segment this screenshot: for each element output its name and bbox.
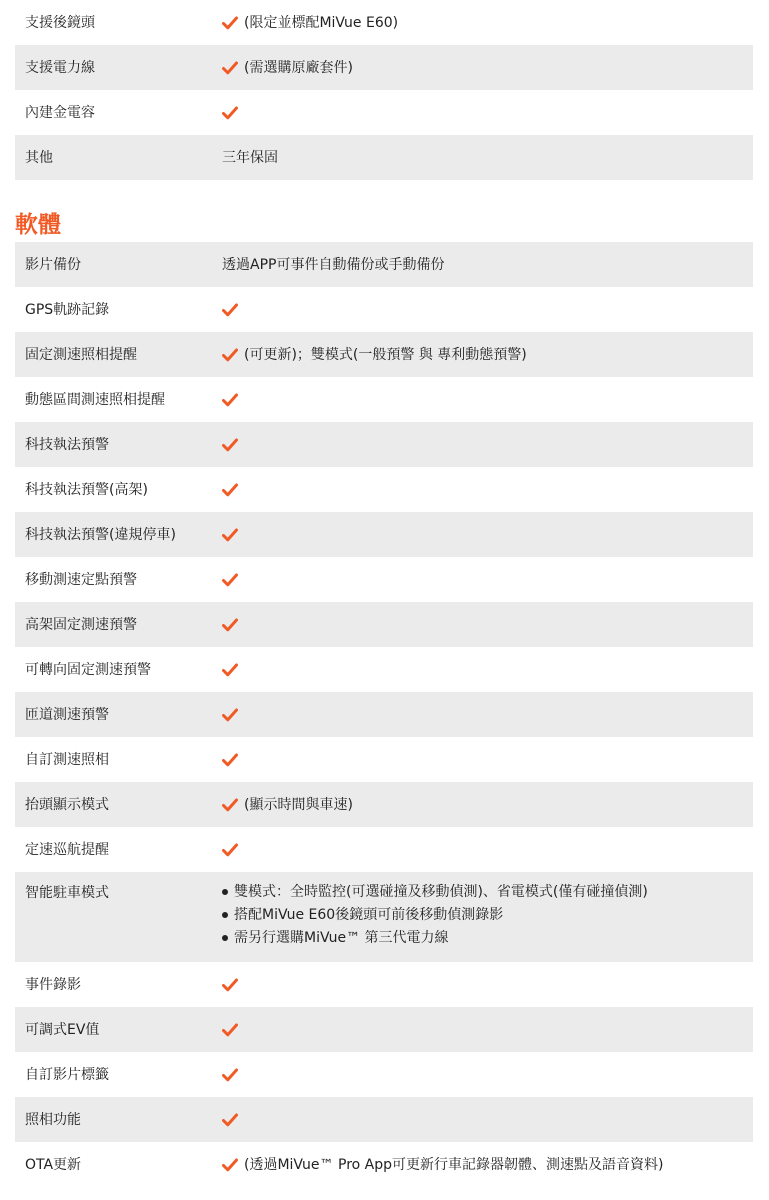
spec-row-adjustable-ev — [15, 1007, 753, 1052]
bullet-text: 雙模式：全時監控(可選碰撞及移動偵測)、省電模式(僅有碰撞偵測) — [234, 883, 648, 900]
spec-label: 可調式EV值 — [25, 1021, 100, 1038]
spec-value — [212, 483, 753, 497]
checkmark-icon — [222, 1113, 238, 1127]
spec-label: 科技執法預警 — [25, 436, 109, 453]
checkmark-icon — [222, 1023, 238, 1037]
spec-row-rotatable-fixed-speed — [15, 647, 753, 692]
spec-label: 其他 — [25, 149, 53, 166]
spec-label: 影片備份 — [25, 256, 81, 273]
spec-label: 固定測速照相提醒 — [25, 346, 137, 363]
spec-label: 照相功能 — [25, 1111, 81, 1128]
spec-row-rear-camera — [15, 0, 753, 45]
spec-row-fixed-speed-camera — [15, 332, 753, 377]
spec-value: 透過APP可事件自動備份或手動備份 — [222, 256, 445, 273]
checkmark-icon — [222, 1158, 238, 1172]
spec-label: 高架固定測速預警 — [25, 616, 137, 633]
checkmark-icon — [222, 663, 238, 677]
spec-value — [212, 1155, 753, 1175]
spec-note: (需選購原廠套件) — [244, 59, 353, 76]
parking-mode-bullet-list — [212, 880, 648, 949]
spec-row-mobile-speed — [15, 557, 753, 602]
spec-label: 可轉向固定測速預警 — [25, 661, 151, 678]
bullet-dot-icon — [222, 889, 228, 895]
checkmark-icon — [222, 393, 238, 407]
spec-value — [212, 1023, 753, 1037]
section-gap — [15, 180, 754, 208]
spec-label: 移動測速定點預警 — [25, 571, 137, 588]
spec-value — [212, 438, 753, 452]
checkmark-icon — [222, 483, 238, 497]
spec-value — [212, 13, 753, 33]
checkmark-icon — [222, 843, 238, 857]
spec-row-supercapacitor — [15, 90, 753, 135]
spec-value — [212, 393, 753, 407]
spec-note: (透過MiVue™ Pro App可更新行車記錄器韌體、測速點及語音資料) — [244, 1156, 664, 1173]
spec-row-gps-track — [15, 287, 753, 332]
spec-value: 三年保固 — [222, 149, 278, 166]
spec-row-cruise-reminder — [15, 827, 753, 872]
checkmark-icon — [222, 708, 238, 722]
checkmark-icon — [222, 348, 238, 362]
spec-label: 自訂測速照相 — [25, 751, 109, 768]
spec-label: 智能駐車模式 — [25, 885, 109, 901]
spec-row-ramp-speed — [15, 692, 753, 737]
spec-value — [212, 106, 753, 120]
spec-label: 科技執法預警(違規停車) — [25, 526, 176, 543]
spec-value — [212, 345, 753, 365]
spec-value — [212, 708, 753, 722]
checkmark-icon — [222, 798, 238, 812]
spec-value — [212, 843, 753, 857]
spec-label: 自訂影片標籤 — [25, 1066, 109, 1083]
spec-row-custom-speed-camera — [15, 737, 753, 782]
spec-label: 內建金電容 — [25, 104, 95, 121]
bullet-dot-icon — [222, 935, 228, 941]
spec-row-ota-update — [15, 1142, 753, 1187]
spec-row-tech-enforcement-parking — [15, 512, 753, 557]
spec-row-other — [15, 135, 753, 180]
spec-value — [212, 753, 753, 767]
list-item — [222, 903, 648, 926]
spec-value — [212, 618, 753, 632]
bullet-text: 搭配MiVue E60後鏡頭可前後移動偵測錄影 — [234, 906, 504, 923]
section-title-software: 軟體 — [15, 212, 61, 238]
spec-row-section-speed — [15, 377, 753, 422]
checkmark-icon — [222, 16, 238, 30]
spec-label: 定速巡航提醒 — [25, 841, 109, 858]
spec-row-power-cable — [15, 45, 753, 90]
spec-label: GPS軌跡記錄 — [25, 301, 110, 318]
spec-value — [212, 1068, 753, 1082]
spec-row-parking-mode — [15, 872, 753, 962]
spec-value — [212, 303, 753, 317]
spec-value — [212, 58, 753, 78]
spec-note: (顯示時間與車速) — [244, 796, 353, 813]
checkmark-icon — [222, 61, 238, 75]
spec-label: OTA更新 — [25, 1156, 82, 1173]
spec-label: 支援後鏡頭 — [25, 14, 95, 31]
checkmark-icon — [222, 1068, 238, 1082]
checkmark-icon — [222, 978, 238, 992]
spec-value — [212, 663, 753, 677]
spec-note: (限定並標配MiVue E60) — [244, 14, 399, 31]
spec-row-custom-video-tag — [15, 1052, 753, 1097]
spec-value — [212, 528, 753, 542]
list-item — [222, 926, 648, 949]
spec-value — [212, 573, 753, 587]
spec-label: 匝道測速預警 — [25, 706, 109, 723]
checkmark-icon — [222, 303, 238, 317]
spec-label: 支援電力線 — [25, 59, 95, 76]
spec-value — [212, 1113, 753, 1127]
checkmark-icon — [222, 573, 238, 587]
spec-value — [212, 978, 753, 992]
spec-label: 事件錄影 — [25, 976, 81, 993]
spec-row-event-recording — [15, 962, 753, 1007]
spec-row-elevated-fixed-speed — [15, 602, 753, 647]
spec-label: 科技執法預警(高架) — [25, 481, 148, 498]
bullet-dot-icon — [222, 912, 228, 918]
checkmark-icon — [222, 528, 238, 542]
checkmark-icon — [222, 618, 238, 632]
spec-value — [212, 795, 753, 815]
spec-row-video-backup — [15, 242, 753, 287]
spec-label: 動態區間測速照相提醒 — [25, 391, 165, 408]
spec-row-tech-enforcement — [15, 422, 753, 467]
list-item — [222, 880, 648, 903]
spec-note: (可更新)；雙模式(一般預警 與 專利動態預警) — [244, 346, 527, 363]
bullet-text: 需另行選購MiVue™ 第三代電力線 — [234, 929, 449, 946]
checkmark-icon — [222, 106, 238, 120]
checkmark-icon — [222, 438, 238, 452]
spec-row-hud-mode — [15, 782, 753, 827]
spec-row-photo-function — [15, 1097, 753, 1142]
spec-label: 抬頭顯示模式 — [25, 796, 109, 813]
spec-row-tech-enforcement-elevated — [15, 467, 753, 512]
checkmark-icon — [222, 753, 238, 767]
